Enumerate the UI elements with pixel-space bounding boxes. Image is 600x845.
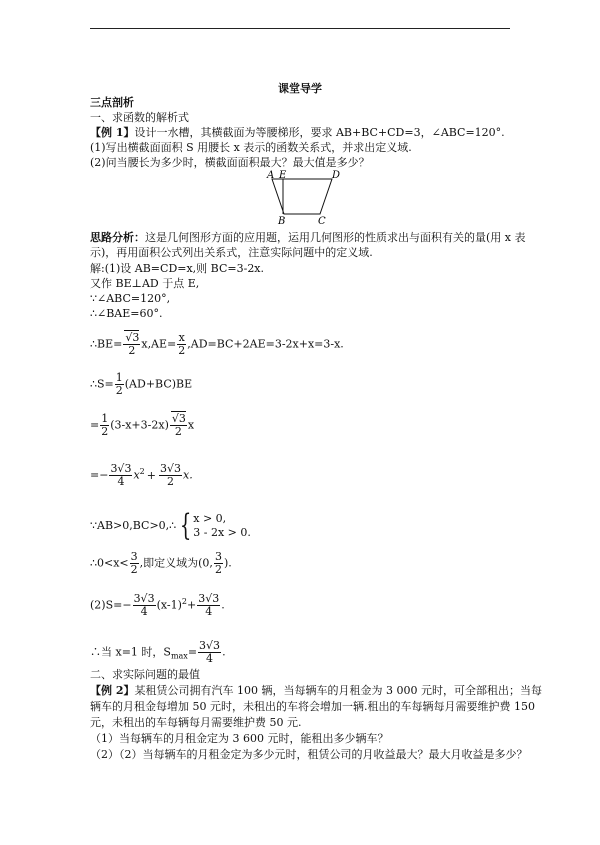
denominator: 2 xyxy=(166,475,174,488)
denominator: 2 xyxy=(101,425,109,438)
label-c: C xyxy=(318,216,326,226)
denominator: 4 xyxy=(117,475,125,488)
trapezoid-shape xyxy=(272,179,332,214)
fraction-sqrt3-over-2 xyxy=(123,332,140,357)
numerator: √3 xyxy=(125,331,140,344)
inequality-system xyxy=(193,512,251,540)
numerator: 1 xyxy=(115,371,123,384)
label-b: B xyxy=(278,216,286,226)
example-1-question-2: (2)问当腰长为多少时，横截面面积最大？最大值是多少？ xyxy=(90,156,370,169)
max-value-result xyxy=(90,640,226,665)
fraction-3-over-2 xyxy=(130,551,139,576)
left-brace: { xyxy=(179,508,192,543)
fraction-1-over-2 xyxy=(100,413,109,438)
max-prefix: ∴当 x=1 时，S xyxy=(90,645,171,659)
analysis-text-1: 这是几何图形方面的应用题，运用几何图形的性质求出与面积有关的量(用 x 表 xyxy=(145,231,526,244)
denominator: 2 xyxy=(174,425,182,438)
domain-prefix: ∴0<x< xyxy=(90,556,129,570)
numerator: 3√3 xyxy=(133,592,155,605)
equals-sign: = xyxy=(187,645,198,659)
fraction-3sqrt3-over-4 xyxy=(109,463,132,488)
solution-step-1: 解:(1)设 AB=CD=x,则 BC=3-2x. xyxy=(90,262,265,275)
fraction-3-over-2 xyxy=(214,551,223,576)
domain-result xyxy=(90,551,232,576)
max-subscript: max xyxy=(170,651,188,661)
exponent: 2 xyxy=(139,466,145,476)
fraction-3sqrt3-over-4 xyxy=(197,593,220,618)
sum-text: (3-x+3-2x) xyxy=(110,418,169,432)
denominator: 2 xyxy=(178,344,186,357)
domain-text: ,即定义域为(0, xyxy=(139,556,213,570)
numerator: 3√3 xyxy=(159,462,181,475)
denominator: 4 xyxy=(205,605,213,618)
adbc-text: (AD+BC)BE xyxy=(124,377,193,391)
inequality-2: 3 - 2x > 0. xyxy=(193,526,251,539)
domain-condition xyxy=(90,508,251,543)
denominator: 4 xyxy=(140,605,148,618)
x-var: x xyxy=(133,468,140,482)
domain-end: ). xyxy=(223,556,232,570)
example-1-question-1: (1)写出横截面面积 S 用腰长 x 表示的函数关系式，并求出定义域. xyxy=(90,141,412,154)
solution-step-4: ∴∠BAE=60°. xyxy=(90,307,163,320)
example-2-line-3: 元，未租出的车每辆每月需要维护费 50 元. xyxy=(90,716,302,729)
example-2-question-1: （1）当每辆车的月租金定为 3 600 元时，能租出多少辆车？ xyxy=(90,732,389,745)
part2-prefix: (2)S=− xyxy=(90,598,132,612)
fraction-3sqrt3-over-4 xyxy=(198,640,221,665)
fraction-x-over-2 xyxy=(177,332,186,357)
example-2-text: 某租赁公司拥有汽车 100 辆，当每辆车的月租金为 3 000 元时，可全部租出；当每 xyxy=(134,684,542,697)
be-prefix: ∴BE= xyxy=(90,337,123,351)
header-rule xyxy=(90,28,510,29)
denominator: 2 xyxy=(130,563,138,576)
label-e: E xyxy=(279,170,287,181)
numerator: 3√3 xyxy=(198,592,220,605)
x-tail: x xyxy=(187,418,195,432)
example-1-text: 设计一水槽，其横截面为等腰梯形，要求 AB+BC+CD=3，∠ABC=120°. xyxy=(134,126,505,139)
analysis-line-1 xyxy=(90,231,526,245)
formula-s-area xyxy=(90,372,192,397)
formula-vertex-form xyxy=(90,593,225,618)
solution-step-2: 又作 BE⊥AD 于点 E, xyxy=(90,277,200,290)
formula-substitution xyxy=(90,413,194,438)
subsection-heading-1: 一、求函数的解析式 xyxy=(90,111,189,124)
section-heading: 三点剖析 xyxy=(90,96,134,109)
plus-sign: + xyxy=(186,598,197,612)
trapezoid-figure xyxy=(262,170,342,226)
numerator: 3 xyxy=(214,550,222,563)
fraction-1-over-2 xyxy=(115,372,124,397)
example-2-tag: 【例 2】 xyxy=(90,684,135,697)
example-2-line-2: 辆车的月租金每增加 50 元时，未租出的车将会增加一辆.租出的车每辆每月需要维护费 150 xyxy=(90,700,535,713)
subsection-heading-2: 二、求实际问题的最值 xyxy=(90,668,200,681)
solution-step-3: ∵∠ABC=120°, xyxy=(90,292,171,305)
fraction-sqrt3-over-2 xyxy=(170,413,187,438)
x-end: x. xyxy=(183,468,193,482)
analysis-label: 思路分析： xyxy=(90,231,145,244)
exponent: 2 xyxy=(181,596,187,606)
numerator: 3√3 xyxy=(199,639,221,652)
denominator: 2 xyxy=(128,344,136,357)
denominator: 4 xyxy=(206,652,214,665)
numerator: 3√3 xyxy=(110,462,132,475)
numerator: 1 xyxy=(101,412,109,425)
period: . xyxy=(222,645,226,659)
numerator: 3 xyxy=(130,550,138,563)
denominator: 2 xyxy=(115,384,123,397)
example-2-line-1 xyxy=(90,684,542,698)
label-d: D xyxy=(332,170,341,181)
label-a: A xyxy=(267,170,275,181)
plus-sign: + xyxy=(146,468,156,482)
ae-text: x,AE= xyxy=(141,337,177,351)
example-2-question-2: （2）（2）当每辆车的月租金定为多少元时，租赁公司的月收益最大？最大月收益是多少？ xyxy=(90,748,528,761)
fraction-3sqrt3-over-4 xyxy=(133,593,156,618)
numerator: x xyxy=(178,331,185,344)
fraction-3sqrt3-over-2 xyxy=(159,463,182,488)
formula-expanded xyxy=(90,463,193,488)
denominator: 2 xyxy=(214,563,222,576)
formula-be-ae-ad xyxy=(90,332,344,357)
inequality-1: x > 0, xyxy=(193,512,227,525)
example-1-tag: 【例 1】 xyxy=(90,126,135,139)
ad-text: ,AD=BC+2AE=3-2x+x=3-x. xyxy=(187,337,344,351)
condition-prefix: ∵AB>0,BC>0,∴ xyxy=(90,519,177,532)
neg-prefix: =− xyxy=(90,468,109,482)
example-1-statement xyxy=(90,126,505,140)
equals-sign: = xyxy=(90,418,100,432)
numerator: √3 xyxy=(171,412,186,425)
s-prefix: ∴S= xyxy=(90,377,114,391)
analysis-line-2: 示)，再用面积公式列出关系式，注意实际问题中的定义域. xyxy=(90,246,373,259)
page-title: 课堂导学 xyxy=(278,82,322,95)
square-term: (x-1) xyxy=(156,598,182,612)
period: . xyxy=(221,598,225,612)
